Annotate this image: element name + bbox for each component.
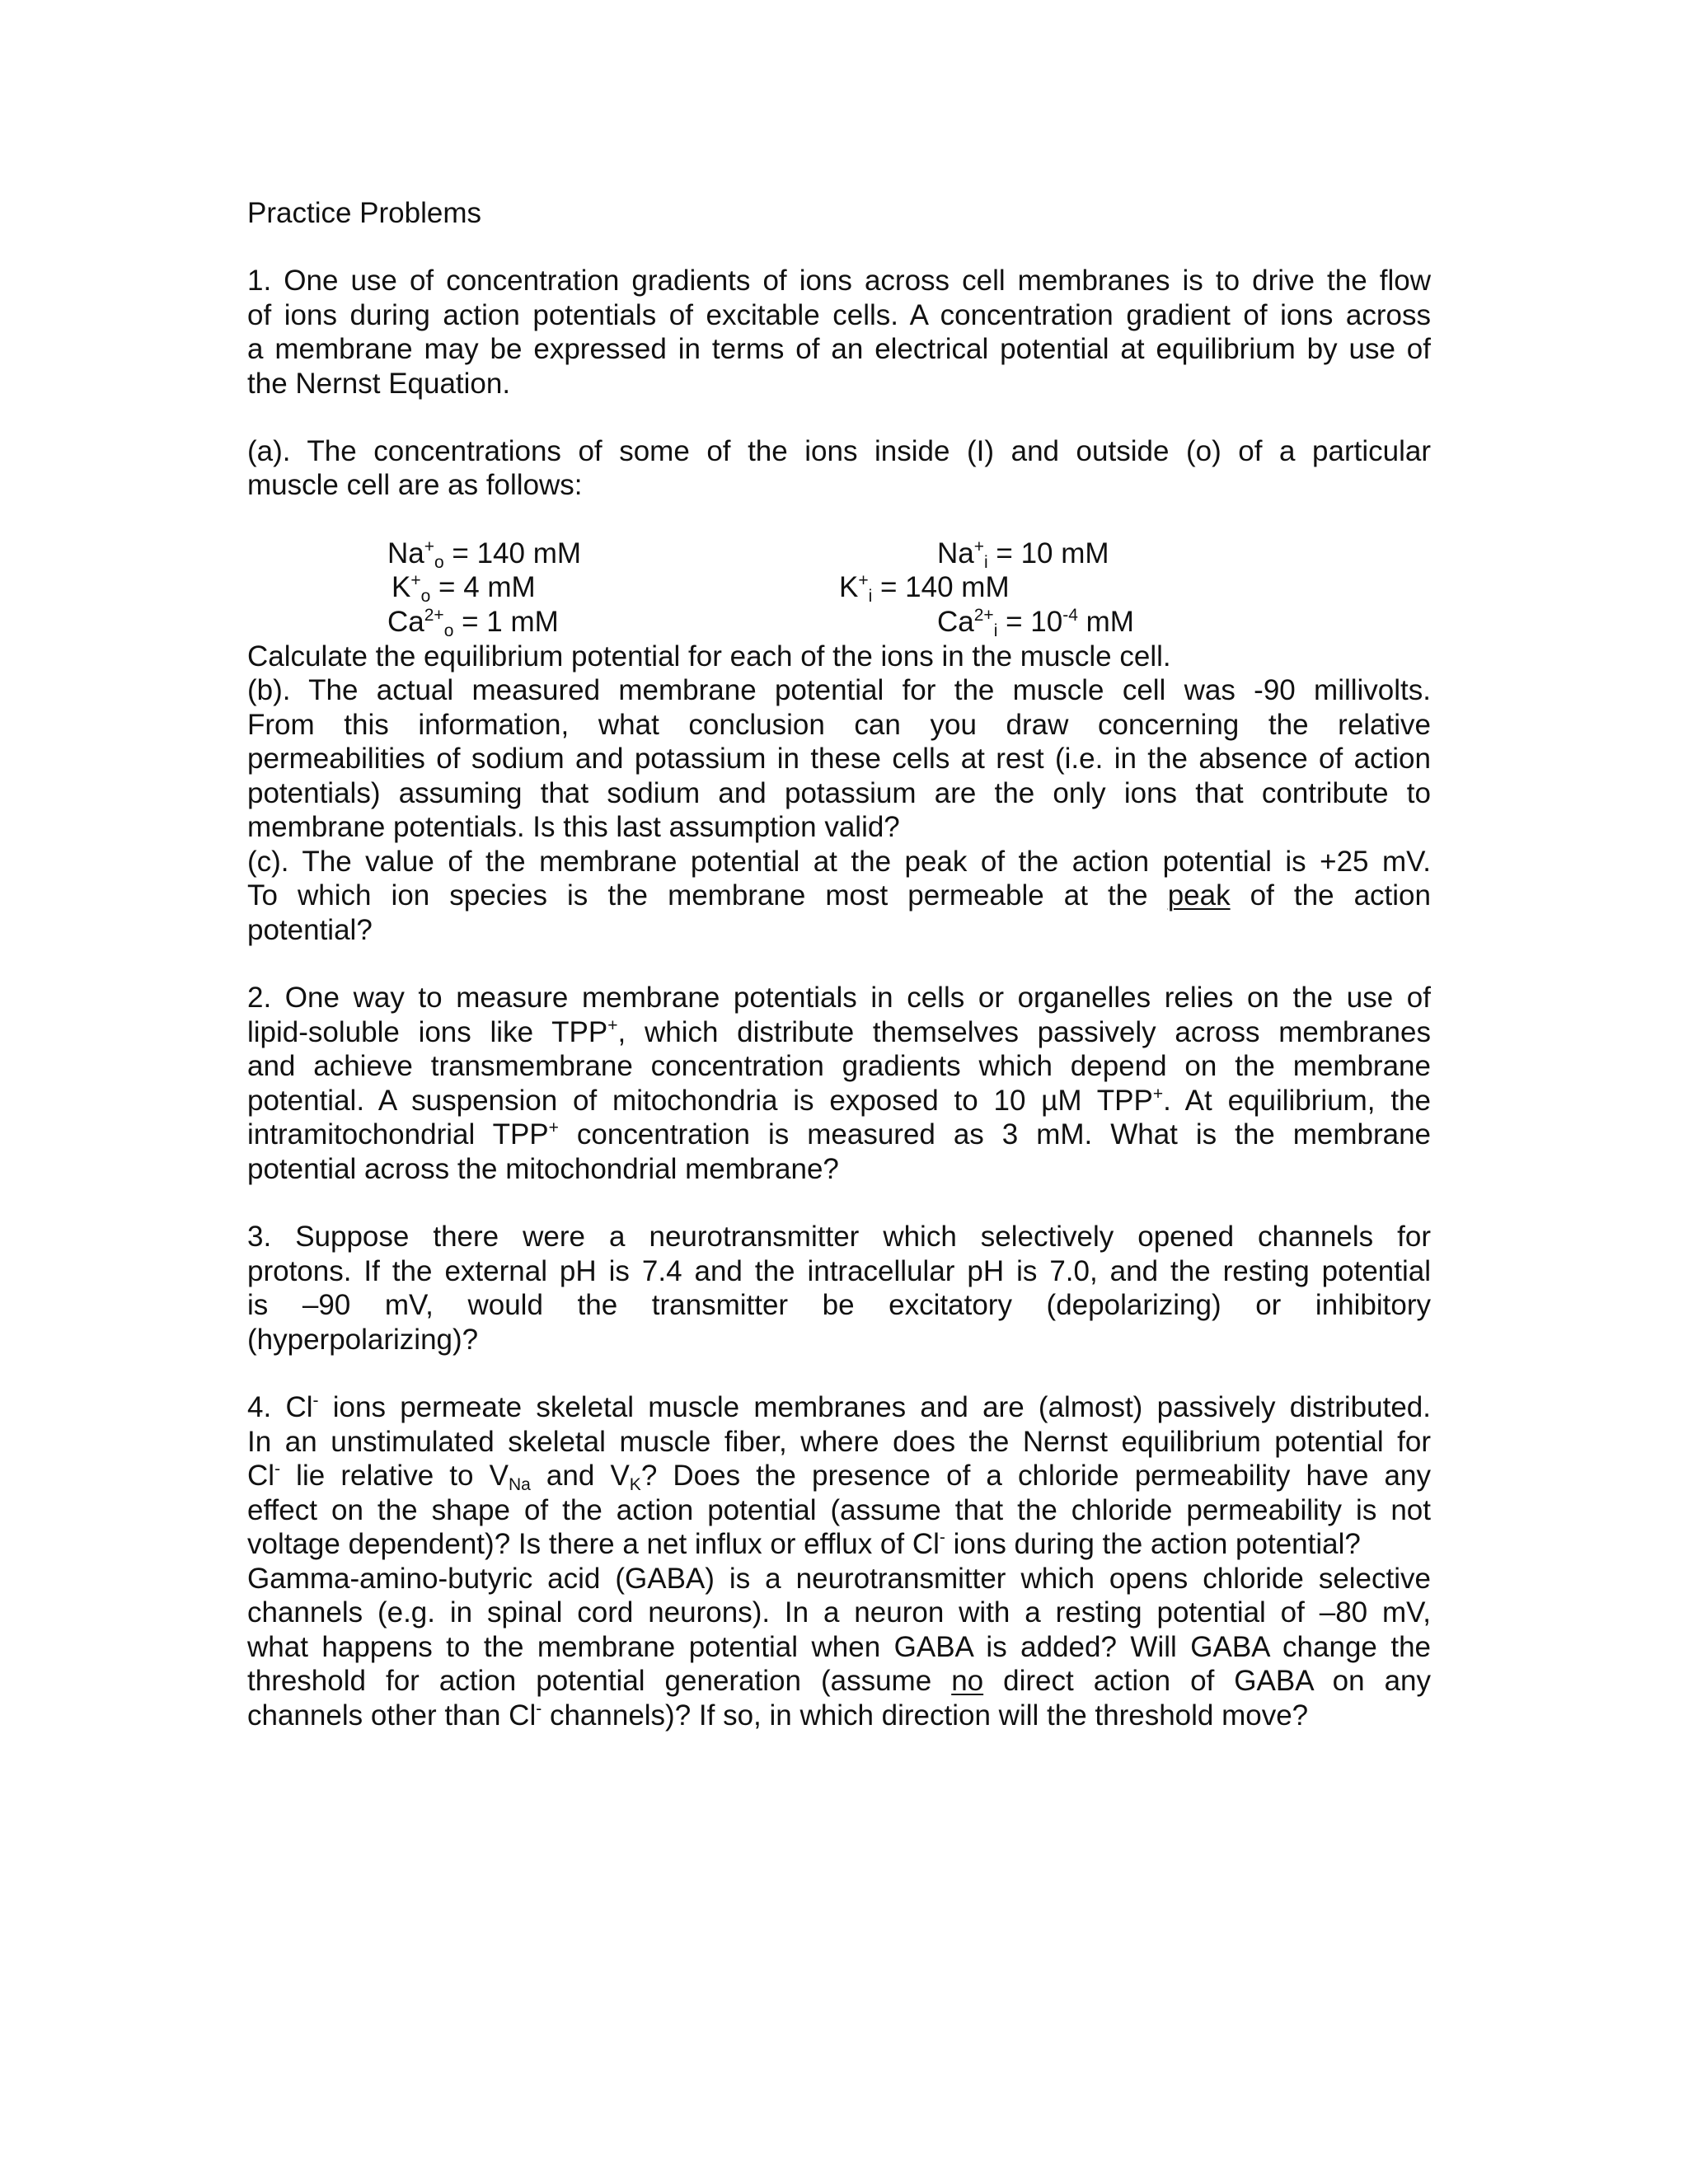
- q3-line-1: 3. Suppose there were a neurotransmitter which selectively opened channels for: [247, 1221, 1431, 1253]
- q2-line-2: lipid-soluble ions like TPP+, which distribute themselves passively across membranes: [247, 1016, 1431, 1048]
- q1b-line-2: From this information, what conclusion can you draw concerning the relative: [247, 709, 1431, 741]
- underlined-no: no: [951, 1665, 984, 1697]
- underlined-peak: peak: [1167, 879, 1231, 912]
- q1a-line-2: muscle cell are as follows:: [247, 469, 583, 501]
- q1a-line-1: (a). The concentrations of some of the ions inside (I) and outside (o) of a particular: [247, 435, 1431, 467]
- q2-line-3: and achieve transmembrane concentration gradients which depend on the membrane: [247, 1050, 1431, 1082]
- q4-line-5: voltage dependent)? Is there a net influx or efflux of Cl- ions during the action potential?: [247, 1528, 1361, 1560]
- q1-line-3: a membrane may be expressed in terms of an electrical potential at equilibrium by use of: [247, 333, 1431, 365]
- q4-line-9: threshold for action potential generation (assume no direct action of GABA on any: [247, 1665, 1431, 1697]
- q2-line-4: potential. A suspension of mitochondria is exposed to 10 µM TPP+. At equilibrium, the: [247, 1085, 1432, 1117]
- q3-line-3: is –90 mV, would the transmitter be excitatory (depolarizing) or inhibitory: [247, 1289, 1431, 1321]
- conc-na-outside: $Na^+_o = 140$ mM: [387, 537, 582, 572]
- q3-line-4: (hyperpolarizing)?: [247, 1324, 479, 1356]
- q4-line-1: 4. Cl- ions permeate skeletal muscle membranes and are (almost) passively distributed.: [247, 1391, 1431, 1423]
- q4-line-2: In an unstimulated skeletal muscle fiber, where does the Nernst equilibrium potential for: [247, 1426, 1431, 1458]
- q4-line-3: Cl- lie relative to $V_{Na}$ and $V_K$? Does the presence of a chloride permeability have any: [247, 1460, 1431, 1494]
- q2-line-1: 2. One way to measure membrane potentials in cells or organelles relies on the use of: [247, 982, 1431, 1014]
- q1b-line-1: (b). The actual measured membrane potential for the muscle cell was -90 millivolts.: [247, 674, 1431, 706]
- q1b-line-4: potentials) assuming that sodium and potassium are the only ions that contribute to: [247, 777, 1431, 809]
- q1c-line-3: potential?: [247, 914, 373, 946]
- q4-line-10: channels other than Cl- channels)? If so, in which direction will the threshold move?: [247, 1699, 1309, 1732]
- q1-line-4: the Nernst Equation.: [247, 368, 511, 400]
- page-title: Practice Problems: [247, 197, 481, 229]
- q1b-line-3: permeabilities of sodium and potassium in these cells at rest (i.e. in the absence of action: [247, 743, 1431, 775]
- conc-k-outside: $K^+_o = 4$ mM: [392, 571, 536, 606]
- q1c-line-1: (c). The value of the membrane potential at the peak of the action potential is +25 mV.: [247, 846, 1431, 878]
- conc-ca-outside: $Ca^{2+}_o = 1$ mM: [387, 606, 559, 640]
- q2-line-5: intramitochondrial TPP+ concentration is measured as 3 mM. What is the membrane: [247, 1118, 1432, 1151]
- q3-line-2: protons. If the external pH is 7.4 and the intracellular pH is 7.0, and the resting potential: [247, 1255, 1431, 1287]
- q1c-line-2: To which ion species is the membrane most permeable at the peak of the action: [247, 879, 1431, 912]
- conc-ca-inside: $Ca^{2+}_i = 10^{-4}$ mM: [937, 606, 1134, 640]
- q4-line-4: effect on the shape of the action potential (assume that the chloride permeability is not: [247, 1494, 1431, 1526]
- q1b-line-5: membrane potentials. Is this last assumption valid?: [247, 811, 900, 843]
- conc-na-inside: $Na^+_i = 10$ mM: [937, 537, 1109, 572]
- q1-calc-line: Calculate the equilibrium potential for each of the ions in the muscle cell.: [247, 640, 1171, 673]
- conc-k-inside: $K^+_i = 140$ mM: [839, 571, 1010, 606]
- q4-line-7: channels (e.g. in spinal cord neurons). In a neuron with a resting potential of –80 mV,: [247, 1596, 1431, 1629]
- q1-line-1: 1. One use of concentration gradients of ions across cell membranes is to drive the flow: [247, 265, 1431, 297]
- q4-line-8: what happens to the membrane potential when GABA is added? Will GABA change the: [247, 1631, 1431, 1663]
- q1-line-2: of ions during action potentials of excitable cells. A concentration gradient of ions across: [247, 299, 1431, 331]
- q2-line-6: potential across the mitochondrial membrane?: [247, 1153, 839, 1185]
- q4-line-6: Gamma-amino-butyric acid (GABA) is a neurotransmitter which opens chloride selective: [247, 1563, 1431, 1595]
